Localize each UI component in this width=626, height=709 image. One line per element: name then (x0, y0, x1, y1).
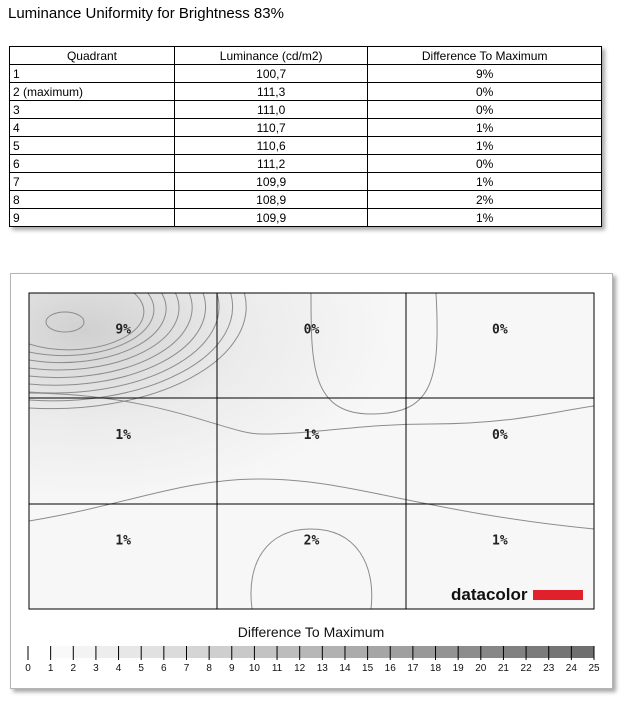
scale-tick-label: 20 (475, 663, 487, 674)
scale-swatch (322, 646, 345, 658)
scale-tick-label: 24 (565, 663, 577, 674)
scale-tick-label: 0 (25, 663, 31, 674)
scale-swatch (413, 646, 436, 658)
scale-swatch (28, 646, 51, 658)
luminance-table-container (9, 46, 602, 227)
cell-quadrant: 5 (10, 137, 175, 155)
scale-swatch (549, 646, 572, 658)
cell-luminance: 110,7 (175, 119, 368, 137)
scale-tick-label: 12 (294, 663, 306, 674)
scale-swatch (209, 646, 232, 658)
cell-quadrant: 7 (10, 173, 175, 191)
scale-swatch (436, 646, 459, 658)
quadrant-label-8: 2% (303, 533, 320, 549)
scale-tick-label: 25 (588, 663, 600, 674)
cell-difference: 0% (368, 101, 602, 119)
quadrant-label-9: 1% (492, 533, 508, 549)
table-header-row (10, 47, 602, 65)
scale-tick-label: 7 (183, 663, 190, 674)
uniformity-contour-chart (11, 274, 612, 688)
scale-swatch (51, 646, 74, 658)
brand-bar (533, 590, 583, 600)
table-row (10, 137, 602, 155)
scale-swatch (526, 646, 549, 658)
cell-luminance: 111,3 (175, 83, 368, 101)
scale-swatch (119, 646, 142, 658)
scale-title: Difference To Maximum (237, 624, 385, 640)
quadrant-label-5: 1% (303, 428, 320, 443)
scale-swatch (164, 646, 187, 658)
table-row (10, 173, 602, 191)
scale-swatch (390, 646, 413, 658)
cell-luminance: 109,9 (175, 173, 368, 191)
cell-difference: 0% (368, 155, 602, 173)
scale-swatch (481, 646, 504, 658)
cell-difference: 1% (368, 119, 602, 137)
scale-tick-label: 23 (543, 663, 555, 674)
cell-difference: 0% (368, 83, 602, 101)
scale-swatch (503, 646, 526, 658)
table-row (10, 101, 602, 119)
cell-quadrant: 9 (10, 209, 175, 227)
scale-tick-label: 1 (47, 663, 54, 674)
cell-quadrant: 6 (10, 155, 175, 173)
scale-tick-label: 11 (271, 663, 283, 674)
scale-tick-label: 8 (206, 663, 212, 674)
scale-tick-label: 17 (407, 663, 419, 674)
cell-luminance: 111,2 (175, 155, 368, 173)
scale-tick-label: 16 (384, 663, 396, 674)
scale-tick-label: 21 (497, 663, 510, 674)
luminance-table (9, 46, 602, 227)
brand-text: datacolor (451, 585, 528, 604)
scale-swatch (368, 646, 391, 658)
scale-tick-label: 10 (248, 663, 260, 674)
scale-tick-label: 13 (316, 663, 328, 674)
uniformity-chart-panel (10, 273, 613, 689)
table-row (10, 209, 602, 227)
scale-swatch (345, 646, 368, 658)
scale-tick-label: 14 (339, 663, 351, 674)
cell-luminance: 110,6 (175, 137, 368, 155)
scale-tick-label: 15 (362, 663, 374, 674)
table-row (10, 65, 602, 83)
scale-swatch (458, 646, 481, 658)
scale-tick-label: 2 (70, 663, 77, 674)
scale-tick-label: 6 (161, 663, 167, 674)
scale-swatch (73, 646, 96, 658)
quadrant-label-7: 1% (115, 533, 131, 549)
cell-difference: 9% (368, 65, 602, 83)
cell-quadrant: 4 (10, 119, 175, 137)
cell-difference: 1% (368, 173, 602, 191)
quadrant-label-2: 0% (303, 322, 320, 338)
contour-plot-area (29, 293, 594, 609)
cell-quadrant: 8 (10, 191, 175, 209)
scale-swatch (300, 646, 323, 658)
cell-quadrant: 1 (10, 65, 175, 83)
table-row (10, 191, 602, 209)
cell-quadrant: 2 (maximum) (10, 83, 175, 101)
scale-swatch (277, 646, 300, 658)
quadrant-label-6: 0% (492, 428, 508, 443)
scale-swatch (254, 646, 277, 658)
scale-tick-label: 19 (452, 663, 464, 674)
table-row (10, 119, 602, 137)
scale-swatch (571, 646, 594, 658)
cell-luminance: 100,7 (175, 65, 368, 83)
scale-tick-label: 4 (115, 663, 122, 674)
quadrant-label-4: 1% (115, 428, 131, 443)
page-title: Luminance Uniformity for Brightness 83% (8, 5, 284, 22)
quadrant-label-1: 9% (115, 322, 131, 338)
header-difference: Difference To Maximum (368, 47, 602, 65)
quadrant-label-3: 0% (492, 322, 508, 338)
table-row (10, 155, 602, 173)
cell-luminance: 111,0 (175, 101, 368, 119)
cell-difference: 2% (368, 191, 602, 209)
scale-swatch (96, 646, 119, 658)
header-luminance: Luminance (cd/m2) (175, 47, 368, 65)
cell-difference: 1% (368, 209, 602, 227)
table-row (10, 83, 602, 101)
scale-tick-label: 18 (429, 663, 442, 674)
scale-swatch (232, 646, 255, 658)
cell-quadrant: 3 (10, 101, 175, 119)
scale-swatch (141, 646, 164, 658)
scale-tick-label: 9 (228, 663, 235, 674)
difference-scale (25, 646, 600, 674)
scale-swatch (186, 646, 209, 658)
scale-tick-label: 5 (138, 663, 144, 674)
cell-luminance: 109,9 (175, 209, 368, 227)
header-quadrant: Quadrant (10, 47, 175, 65)
scale-tick-label: 3 (93, 663, 99, 674)
cell-luminance: 108,9 (175, 191, 368, 209)
cell-difference: 1% (368, 137, 602, 155)
scale-tick-label: 22 (520, 663, 532, 674)
